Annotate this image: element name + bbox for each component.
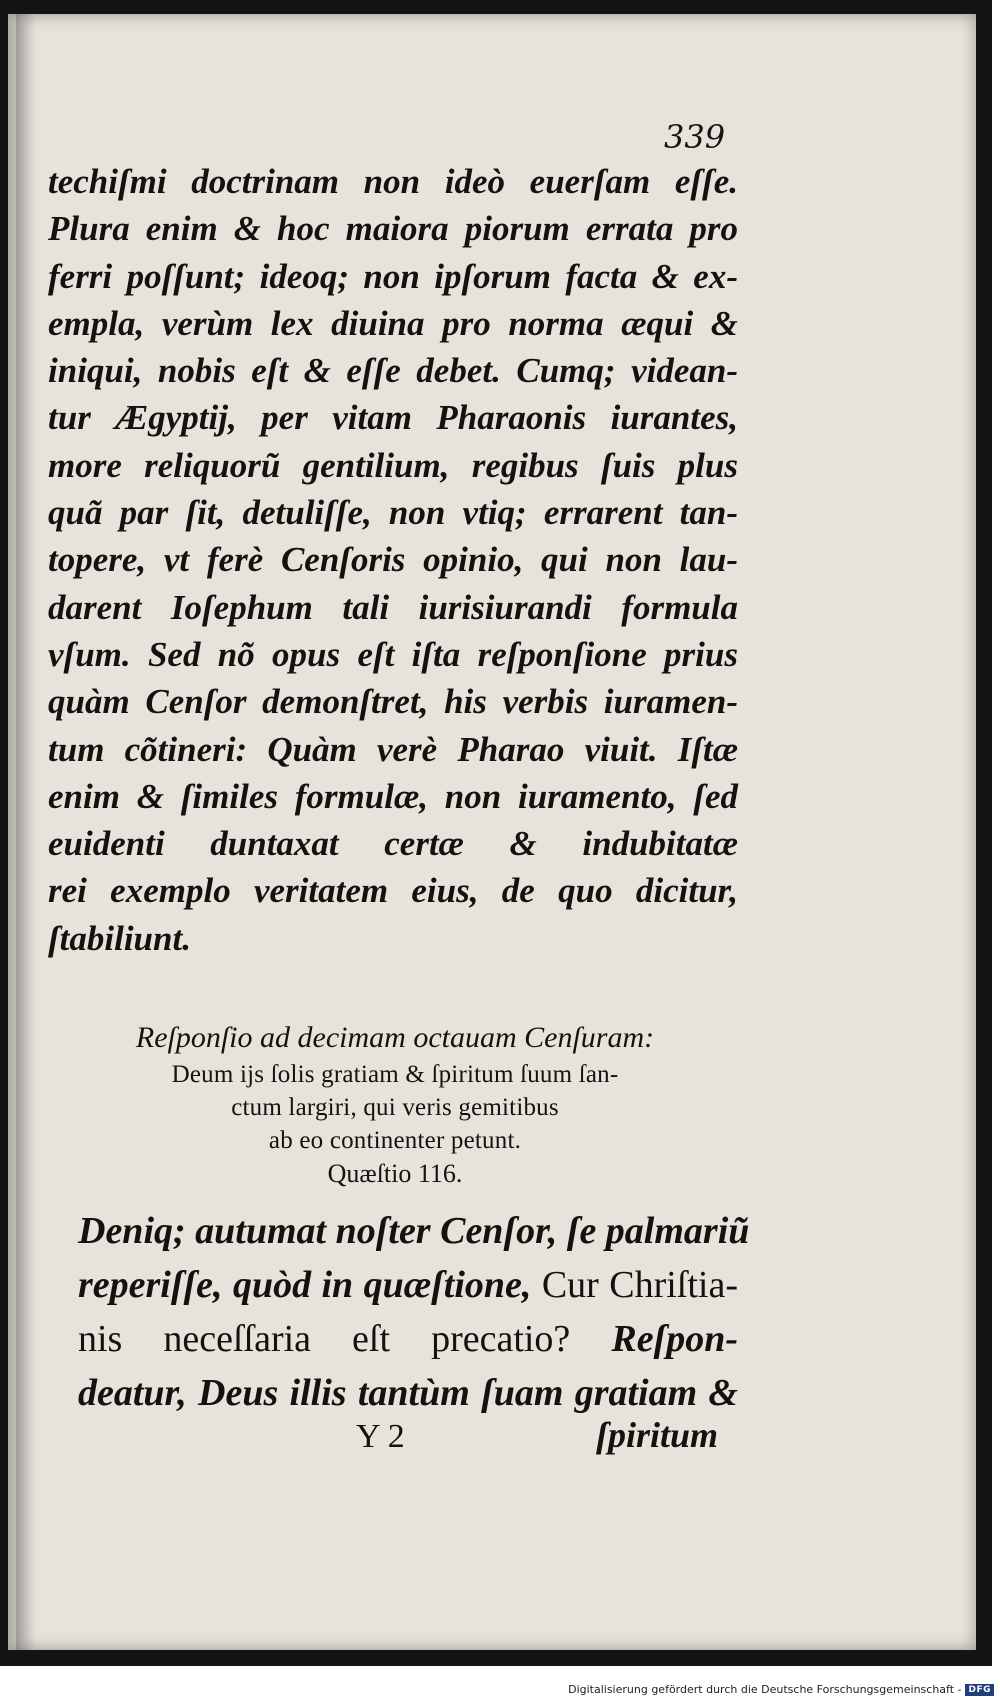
dfg-logo: DFG [965,1684,994,1696]
heading-line: Deum ijs ſolis gratiam & ſpiritum ſuum ſan- [171,1061,619,1088]
text-line: ſtabiliunt. [48,918,191,958]
roman-run: Cur Chriſtia- [541,1264,738,1306]
text-line: euidenti duntaxat certæ & indubitatæ [48,824,738,864]
page-number: 339 [664,118,726,156]
question-number: Quæſtio 116. [327,1159,463,1188]
credit-text: Digitalisierung gefördert durch die Deutsche Forschungsgemeinschaft - [568,1683,962,1696]
text-line: rei exemplo veritatem eius, de quo dicitur, [48,871,738,911]
signature-mark: Y 2 [356,1418,405,1455]
heading-line: ab eo continenter petunt. [268,1127,522,1154]
roman-run: nis neceſſaria eſt precatio? [78,1318,612,1360]
text-line: Plura enim & hoc maiora piorum errata pro [48,209,738,249]
section-heading [60,1018,730,1191]
text-line: enim & ſimiles formulæ, non iuramento, ſed [48,776,738,816]
heading-line: ctum largiri, qui veris gemitibus [231,1094,559,1121]
text-line: topere, vt ferè Cenſoris opinio, qui non lau- [48,540,738,580]
text-line: iniqui, nobis eſt & eſſe debet. Cumq; videan- [48,351,738,391]
text-line [78,1312,738,1366]
text-line: darent Ioſephum tali iurisiurandi formula [48,587,738,627]
text-line: vſum. Sed nõ opus eſt iſta reſponſione prius [48,634,738,674]
body-text-block-2 [78,1204,750,1420]
italic-run: Reſpon- [611,1318,738,1360]
text-line [78,1204,750,1258]
heading-title: Reſponſio ad decimam octauam Cenſuram: [135,1021,655,1054]
text-line: techiſmi doctrinam non ideò euerſam eſſe. [48,162,738,201]
body-text-block [48,158,738,962]
page-gutter-shadow [16,14,36,1650]
italic-run: reperiſſe, quòd in quæſtione, [78,1264,542,1306]
italic-run: deatur, Deus illis tantùm ſuam gratiam & [78,1372,738,1414]
text-line [78,1258,738,1312]
text-line: empla, verùm lex diuina pro norma æqui & [48,303,738,343]
text-line: ferri poſſunt; ideoq; non ipſorum facta & ex- [48,256,738,296]
text-line: quã par ſit, detuliſſe, non vtiq; errarent tan- [48,493,738,533]
italic-run: Deniq; autumat noſter Cenſor, ſe palmariũ [78,1210,750,1252]
text-line [78,1366,738,1420]
text-line: quàm Cenſor demonſtret, his verbis iuramen- [48,682,738,722]
text-line: tur Ægyptij, per vitam Pharaonis iurantes, [48,398,738,438]
text-line: tum cõtineri: Quàm verè Pharao viuit. Iſtæ [48,729,738,769]
catchword: ſpiritum [596,1415,719,1455]
text-line: more reliquorũ gentilium, regibus ſuis plus [48,445,738,485]
digitization-credit [568,1683,994,1696]
